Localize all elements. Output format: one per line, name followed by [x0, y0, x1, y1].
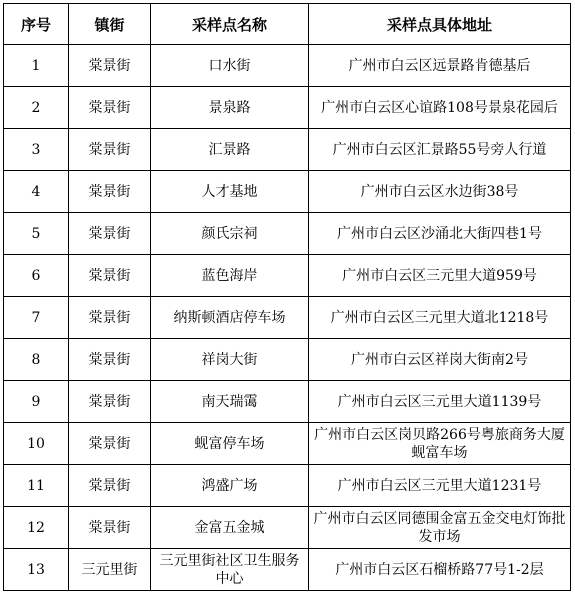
cell-site-address: 广州市白云区祥岗大街南2号	[309, 339, 571, 381]
cell-site-name: 颜氏宗祠	[151, 213, 309, 255]
cell-serial: 2	[4, 87, 69, 129]
sampling-points-table-container	[3, 3, 571, 591]
cell-serial: 12	[4, 507, 69, 549]
cell-town: 棠景街	[69, 297, 151, 339]
sampling-points-table	[3, 3, 571, 591]
cell-site-name: 景泉路	[151, 87, 309, 129]
cell-serial: 4	[4, 171, 69, 213]
cell-serial: 7	[4, 297, 69, 339]
cell-town: 棠景街	[69, 45, 151, 87]
cell-site-name: 三元里街社区卫生服务中心	[151, 549, 309, 591]
cell-town: 棠景街	[69, 87, 151, 129]
cell-serial: 3	[4, 129, 69, 171]
cell-site-address: 广州市白云区心谊路108号景泉花园后	[309, 87, 571, 129]
cell-town: 棠景街	[69, 339, 151, 381]
table-row	[4, 129, 571, 171]
header-row	[4, 4, 571, 45]
cell-site-name: 金富五金城	[151, 507, 309, 549]
table-row	[4, 87, 571, 129]
cell-site-address: 广州市白云区水边街38号	[309, 171, 571, 213]
cell-serial: 1	[4, 45, 69, 87]
cell-town: 棠景街	[69, 129, 151, 171]
table-row	[4, 549, 571, 591]
cell-town: 棠景街	[69, 507, 151, 549]
cell-site-address: 广州市白云区同德围金富五金交电灯饰批发市场	[309, 507, 571, 549]
header-site-name: 采样点名称	[151, 4, 309, 45]
cell-serial: 8	[4, 339, 69, 381]
cell-site-name: 鸿盛广场	[151, 465, 309, 507]
cell-site-name: 汇景路	[151, 129, 309, 171]
cell-serial: 11	[4, 465, 69, 507]
cell-site-address: 广州市白云区沙涌北大街四巷1号	[309, 213, 571, 255]
cell-site-name: 人才基地	[151, 171, 309, 213]
cell-site-address: 广州市白云区石榴桥路77号1-2层	[309, 549, 571, 591]
cell-site-name: 纳斯顿酒店停车场	[151, 297, 309, 339]
table-row	[4, 255, 571, 297]
table-row	[4, 339, 571, 381]
table-row	[4, 297, 571, 339]
table-row	[4, 507, 571, 549]
header-town: 镇街	[69, 4, 151, 45]
cell-town: 棠景街	[69, 381, 151, 423]
cell-site-address: 广州市白云区三元里大道1139号	[309, 381, 571, 423]
cell-town: 三元里街	[69, 549, 151, 591]
cell-site-address: 广州市白云区三元里大道北1218号	[309, 297, 571, 339]
cell-town: 棠景街	[69, 171, 151, 213]
cell-site-address: 广州市白云区岗贝路266号粤旅商务大厦蚬富车场	[309, 423, 571, 465]
cell-site-name: 蚬富停车场	[151, 423, 309, 465]
table-row	[4, 45, 571, 87]
cell-site-address: 广州市白云区三元里大道1231号	[309, 465, 571, 507]
cell-town: 棠景街	[69, 255, 151, 297]
header-site-address: 采样点具体地址	[309, 4, 571, 45]
cell-serial: 9	[4, 381, 69, 423]
table-row	[4, 171, 571, 213]
cell-town: 棠景街	[69, 423, 151, 465]
cell-serial: 13	[4, 549, 69, 591]
table-row	[4, 465, 571, 507]
cell-site-name: 南天瑞霭	[151, 381, 309, 423]
table-row	[4, 381, 571, 423]
table-row	[4, 213, 571, 255]
cell-town: 棠景街	[69, 213, 151, 255]
cell-serial: 6	[4, 255, 69, 297]
table-row	[4, 423, 571, 465]
cell-site-address: 广州市白云区汇景路55号旁人行道	[309, 129, 571, 171]
cell-site-name: 口水街	[151, 45, 309, 87]
header-serial: 序号	[4, 4, 69, 45]
cell-site-name: 蓝色海岸	[151, 255, 309, 297]
cell-site-name: 祥岗大街	[151, 339, 309, 381]
cell-serial: 5	[4, 213, 69, 255]
cell-site-address: 广州市白云区三元里大道959号	[309, 255, 571, 297]
cell-site-address: 广州市白云区远景路肯德基后	[309, 45, 571, 87]
cell-town: 棠景街	[69, 465, 151, 507]
cell-serial: 10	[4, 423, 69, 465]
